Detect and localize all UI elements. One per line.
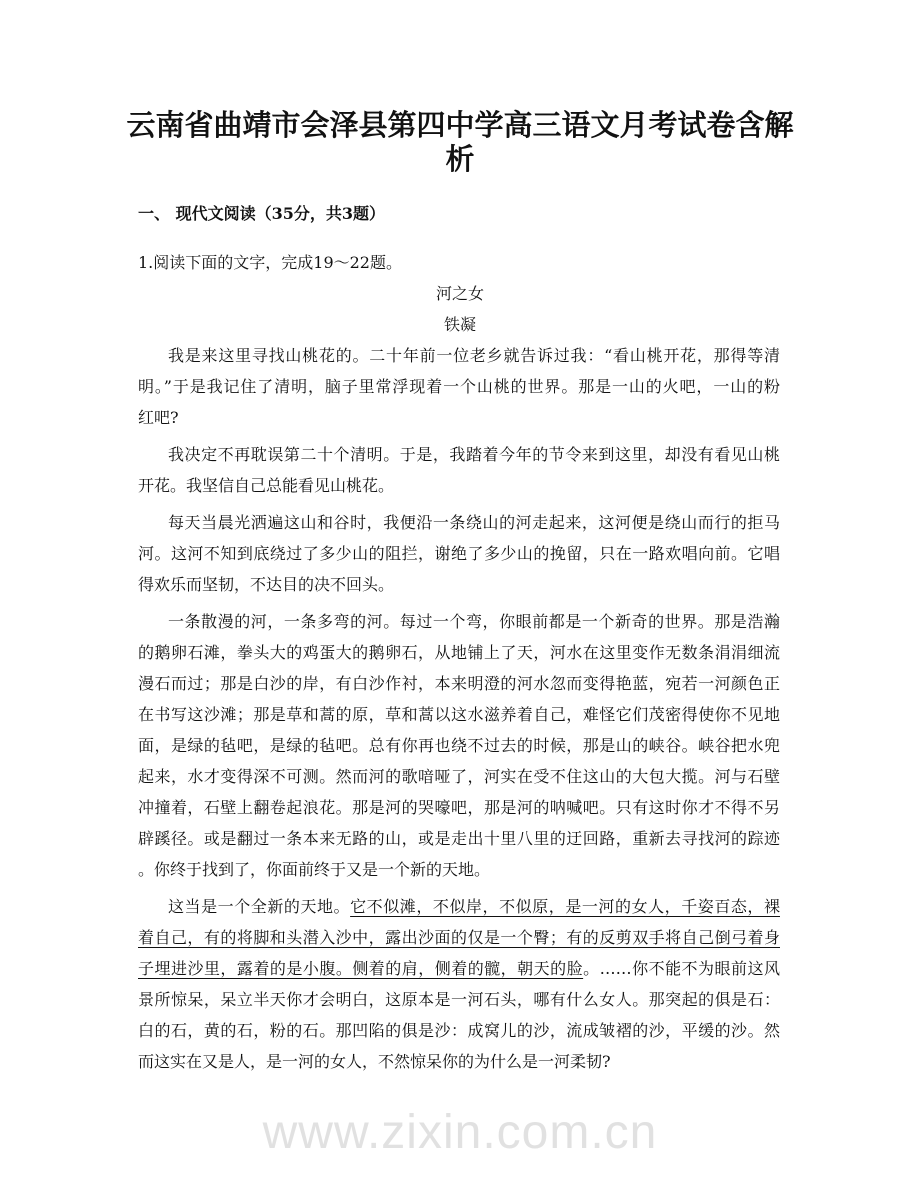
- text-line: [138, 1046, 780, 1077]
- text-line: [138, 891, 780, 922]
- text-line: [138, 792, 780, 823]
- text-segment: 在书写这沙滩；那是草和蒿的原，草和蒿以这水滋养着自己，难怪它们茂密得使你不见地: [138, 705, 780, 724]
- paragraph: [138, 340, 780, 433]
- text-line: [138, 637, 780, 668]
- text-line: [138, 730, 780, 761]
- text-segment: 每天当晨光洒遍这山和谷时，我便沿一条绕山的河走起来，这河便是绕山而行的拒马: [168, 513, 780, 532]
- text-line: [138, 538, 780, 569]
- text-segment: 起来，水才变得深不可测。然而河的歌喑哑了，河实在受不住这山的大包大揽。河与石壁: [138, 767, 780, 786]
- paragraph: [138, 891, 780, 1077]
- text-line: [138, 340, 780, 371]
- text-line: [138, 699, 780, 730]
- text-segment: 漫石而过；那是白沙的岸，有白沙作衬，本来明澄的河水忽而变得艳蓝，宛若一河颜色正: [138, 674, 780, 693]
- text-segment: 冲撞着，石壁上翻卷起浪花。那是河的哭嚎吧，那是河的呐喊吧。只有这时你才不得不另: [138, 798, 780, 817]
- text-line: [138, 1015, 780, 1046]
- text-segment: 河。这河不知到底绕过了多少山的阻拦，谢绝了多少山的挽留，只在一路欢唱向前。它唱: [138, 544, 780, 563]
- text-segment: 辟蹊径。或是翻过一条本来无路的山，或是走出十里八里的迂回路，重新去寻找河的踪迹: [138, 829, 780, 848]
- text-line: [138, 984, 780, 1015]
- text-segment: 白的石，黄的石，粉的石。那凹陷的俱是沙：成窝儿的沙，流成皱褶的沙，平缓的沙。然: [138, 1021, 780, 1040]
- text-segment: 我是来这里寻找山桃花的。二十年前一位老乡就告诉过我：“看山桃开花，那得等清: [168, 346, 780, 365]
- text-segment: 红吧?: [138, 408, 179, 427]
- text-line: [138, 439, 780, 470]
- section-heading: 一、 现代文阅读（35分，共3题）: [138, 204, 385, 223]
- text-line: [138, 823, 780, 854]
- text-segment: 得欢乐而坚韧，不达目的决不回头。: [138, 575, 395, 594]
- question-prompt: 1.阅读下面的文字，完成19～22题。: [138, 253, 402, 272]
- underlined-text: 它不似滩，不似岸，不似原，是一河的女人，千姿百态，裸: [350, 897, 780, 916]
- paragraph: [138, 507, 780, 600]
- text-segment: 明。”于是我记住了清明，脑子里常浮现着一个山桃的世界。那是一山的火吧，一山的粉: [138, 377, 780, 396]
- title-line-2: 析: [445, 142, 475, 176]
- text-segment: 。你终于找到了，你面前终于又是一个新的天地。: [138, 860, 491, 879]
- text-segment: 的鹅卵石滩，拳头大的鸡蛋大的鹅卵石，从地铺上了天，河水在这里变作无数条涓涓细流: [138, 643, 780, 662]
- text-segment: 我决定不再耽误第二十个清明。于是，我踏着今年的节令来到这里，却没有看见山桃: [168, 445, 780, 464]
- text-line: [138, 470, 780, 501]
- text-line: [138, 922, 780, 953]
- text-line: [138, 854, 780, 885]
- underlined-text: 着自己，有的将脚和头潜入沙中，露出沙面的仅是一个臀；有的反剪双手将自己倒弓着身: [138, 928, 780, 947]
- text-line: [138, 761, 780, 792]
- text-line: [138, 668, 780, 699]
- text-segment: 一条散漫的河，一条多弯的河。每过一个弯，你眼前都是一个新奇的世界。那是浩瀚: [168, 612, 780, 631]
- text-line: [138, 606, 780, 637]
- text-line: [138, 507, 780, 538]
- text-line: [138, 953, 780, 984]
- text-segment: 。……你不能不为眼前这风: [583, 959, 780, 978]
- underlined-text: 子埋进沙里，露着的是小腹。侧着的肩，侧着的髋，朝天的脸: [138, 959, 584, 978]
- document-title: [100, 108, 820, 176]
- text-line: [138, 569, 780, 600]
- paragraph: [138, 439, 780, 501]
- title-line-1: 云南省曲靖市会泽县第四中学高三语文月考试卷含解: [126, 108, 794, 142]
- article-title: 河之女: [435, 284, 484, 303]
- article-author: 铁凝: [443, 315, 476, 334]
- text-line: [138, 371, 780, 402]
- text-line: [138, 402, 780, 433]
- text-segment: 这当是一个全新的天地。: [168, 897, 351, 916]
- text-segment: 面，是绿的毡吧，是绿的毡吧。总有你再也绕不过去的时候，那是山的峡谷。峡谷把水兜: [138, 736, 780, 755]
- paragraph: [138, 606, 780, 885]
- text-segment: 而这实在又是人，是一河的女人，不然惊呆你的为什么是一河柔韧?: [138, 1052, 611, 1071]
- watermark: www.zixin.com.cn: [262, 1106, 658, 1159]
- article-body: [138, 340, 780, 1083]
- text-segment: 开花。我坚信自己总能看见山桃花。: [138, 476, 395, 495]
- text-segment: 景所惊呆，呆立半天你才会明白，这原本是一河石头，哪有什么女人。那突起的俱是石：: [138, 990, 780, 1009]
